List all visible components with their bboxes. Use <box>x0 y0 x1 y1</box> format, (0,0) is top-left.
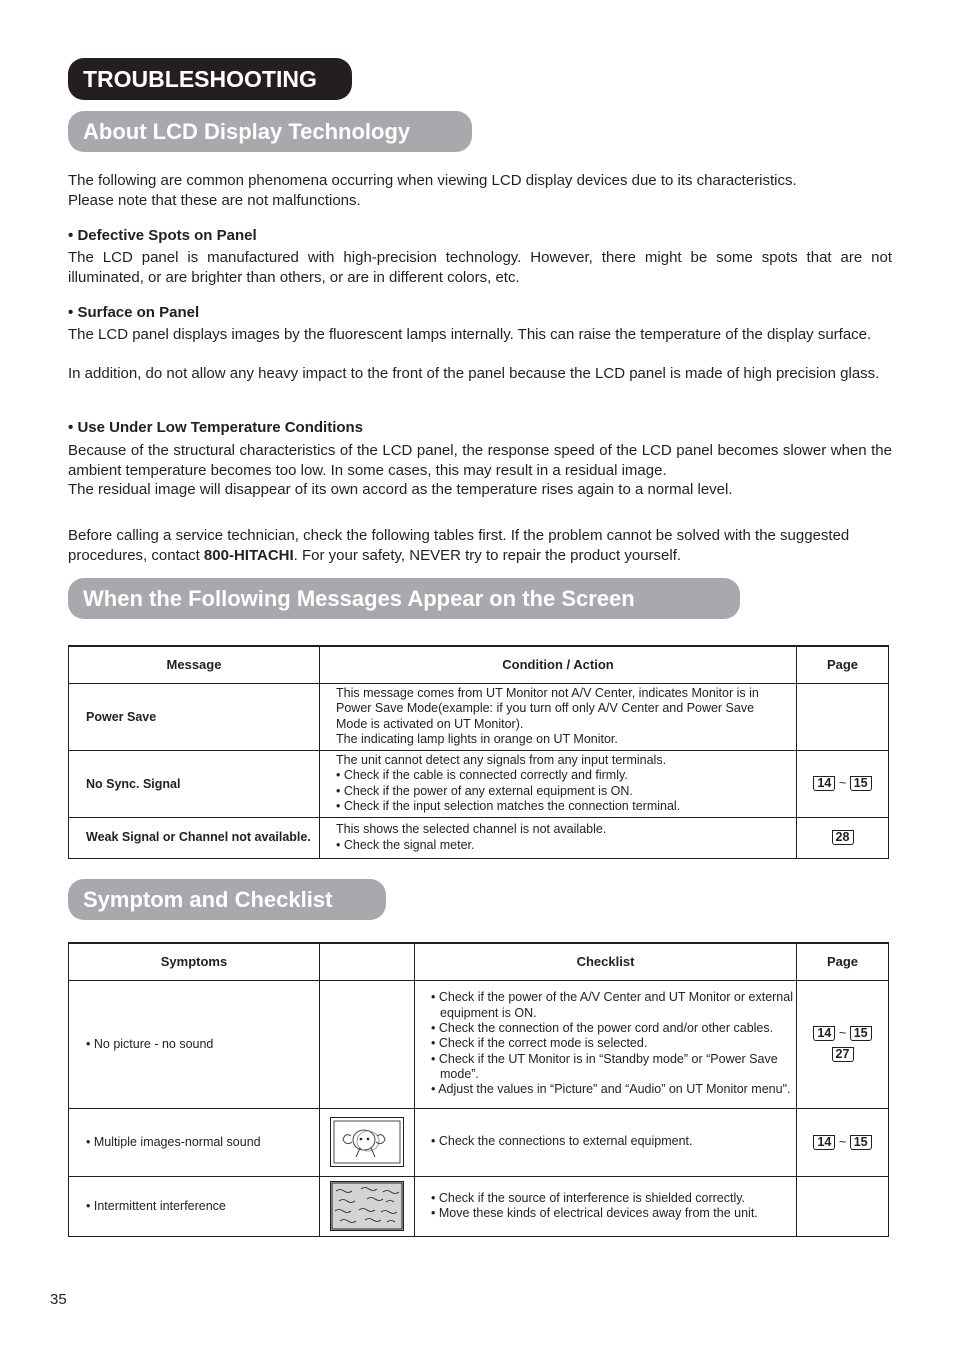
page-cell <box>797 817 889 858</box>
table-row <box>69 683 889 750</box>
page-ref-icon[interactable]: 15 <box>850 1026 872 1041</box>
page-ref-icon[interactable]: 15 <box>850 776 872 791</box>
table-row <box>69 750 889 817</box>
column-header: Page <box>797 646 889 683</box>
symptom-table <box>68 942 889 1237</box>
symptom-name: • Intermittent interference <box>69 1176 320 1236</box>
column-header: Condition / Action <box>320 646 797 683</box>
page-ref-icon[interactable]: 28 <box>832 830 854 845</box>
condition-cell: The unit cannot detect any signals from any input terminals. • Check if the cable is connected correctly and firmly. • Check if the power of any external equipment is ON. • Check if the input selection matches the connection terminal. <box>320 750 797 817</box>
item-text-defective-spots: The LCD panel is manufactured with high-precision technology. However, there might be some spots that are not illuminated, or are brighter than others, or are in different colors, etc. <box>68 249 892 286</box>
symptom-image-cell <box>320 1176 415 1236</box>
symptom-image-cell <box>320 1108 415 1176</box>
intro-text <box>68 171 892 210</box>
message-name: No Sync. Signal <box>69 750 320 817</box>
page-number: 35 <box>50 1291 67 1308</box>
page-cell: 14 ~ 15 <box>797 1108 889 1176</box>
item-text-surface-1: The LCD panel displays images by the fluorescent lamps internally. This can raise the temperature of the display surface. <box>68 326 872 343</box>
message-name: Weak Signal or Channel not available. <box>69 817 320 858</box>
page-ref-icon[interactable]: 14 <box>813 776 835 791</box>
column-header: Symptoms <box>69 943 320 980</box>
symptom-image-cell <box>320 980 415 1108</box>
column-header: Message <box>69 646 320 683</box>
symptom-name: • Multiple images-normal sound <box>69 1108 320 1176</box>
page-cell <box>797 1176 889 1236</box>
page-cell: 14 ~ 15 <box>797 750 889 817</box>
service-phone: 800-HITACHI <box>203 546 294 564</box>
item-heading-defective-spots: • Defective Spots on Panel <box>68 227 257 244</box>
ghost-image-icon <box>330 1117 404 1167</box>
section-heading-lcd-technology: About LCD Display Technology <box>68 111 472 152</box>
item-text-low-temperature-1: Because of the structural characteristics of the LCD panel, the response speed of the LCD panel becomes slower when the ambient temperature becomes too low. In some cases, this may result in a residual image. <box>68 442 892 479</box>
column-header: Checklist <box>415 943 797 980</box>
item-text-low-temperature-2: The residual image will disappear of its own accord as the temperature rises again to a normal level. <box>68 481 733 498</box>
column-header: Page <box>797 943 889 980</box>
table-header-row <box>69 943 889 980</box>
intro-line: The following are common phenomena occurring when viewing LCD display devices due to its characteristics. <box>68 172 797 189</box>
checklist-cell: • Check if the source of interference is shielded correctly. • Move these kinds of electrical devices away from the unit. <box>415 1176 797 1236</box>
table-row <box>69 1108 889 1176</box>
service-note: Before calling a service technician, check the following tables first. If the problem cannot be solved with the suggested procedures, contact 800-HITACHI. For your safety, NEVER try to repair the product yourself. <box>68 527 850 564</box>
page-ref-icon[interactable]: 14 <box>813 1026 835 1041</box>
page-ref-icon[interactable]: 27 <box>832 1047 854 1062</box>
condition-cell: This shows the selected channel is not available. • Check the signal meter. <box>320 817 797 858</box>
item-heading-surface: • Surface on Panel <box>68 304 200 321</box>
intro-line: Please note that these are not malfunctions. <box>68 191 361 209</box>
checklist-cell: • Check if the power of the A/V Center and UT Monitor or external equipment is ON. • Check the connection of the power cord and/or other cables. • Check if the correct mode is selected. • Check if the UT Monitor is in “Standby mode” or “Power Save mode”. • Adjust the values in “Picture” and “Audio” on UT Monitor menu". <box>415 980 797 1108</box>
section-heading-symptoms: Symptom and Checklist <box>68 879 386 920</box>
page-cell <box>797 683 889 750</box>
checklist-cell: • Check the connections to external equipment. <box>415 1108 797 1176</box>
page-cell: 14 ~ 15 27 <box>797 980 889 1108</box>
page-title: TROUBLESHOOTING <box>68 58 352 100</box>
item-heading-low-temperature: • Use Under Low Temperature Conditions <box>68 419 364 436</box>
table-row <box>69 1176 889 1236</box>
table-header-row <box>69 646 889 683</box>
condition-cell: This message comes from UT Monitor not A/V Center, indicates Monitor is in Power Save Mode(example: if you turn off only A/V Center and Power Save Mode is activated on UT Monitor). The indicating lamp lights in orange on UT Monitor. <box>320 683 797 750</box>
table-row <box>69 817 889 858</box>
page-ref-icon[interactable]: 14 <box>813 1135 835 1150</box>
interference-image-icon <box>330 1181 404 1231</box>
page-ref-icon[interactable]: 15 <box>850 1135 872 1150</box>
section-heading-messages: When the Following Messages Appear on the Screen <box>68 578 740 619</box>
message-name: Power Save <box>69 683 320 750</box>
table-row <box>69 980 889 1108</box>
item-text-surface-2: In addition, do not allow any heavy impact to the front of the panel because the LCD panel is made of high precision glass. <box>68 365 880 382</box>
symptom-name: • No picture - no sound <box>69 980 320 1108</box>
messages-table <box>68 645 889 859</box>
column-header <box>320 943 415 980</box>
